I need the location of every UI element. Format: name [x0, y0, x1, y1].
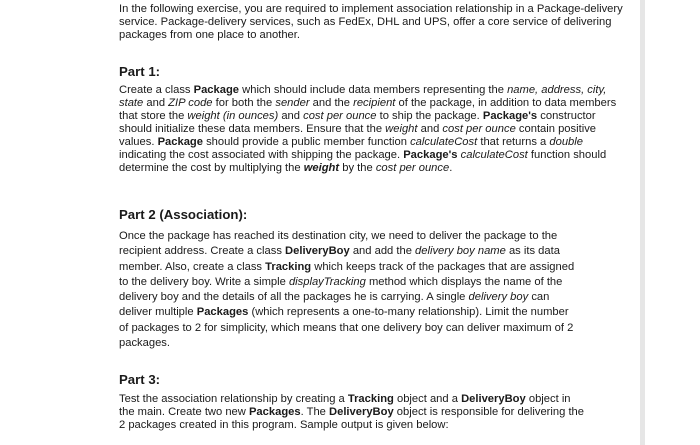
text-run: Package	[193, 84, 240, 96]
text-run: recipient	[353, 97, 396, 109]
text-run: object in the main. Create two new	[119, 393, 571, 418]
text-run: object is responsible for delivering the 2 packages created in this program. Sample output is given below:	[119, 406, 584, 431]
text-run: constructor should initialize these data members. Ensure that the	[119, 110, 596, 135]
text-run: delivery boy name	[415, 245, 506, 258]
text-run: should provide a public member function	[202, 136, 411, 148]
text-run: DeliveryBoy	[285, 245, 350, 258]
text-run: displayTracking	[288, 275, 366, 288]
text-run: which should include data members representing the	[239, 84, 508, 96]
right-margin	[645, 0, 700, 445]
part2-heading: Part 2 (Association):	[119, 207, 248, 222]
text-run: Tracking	[347, 393, 394, 405]
part3-heading: Part 3:	[119, 372, 161, 387]
text-run: Package's	[403, 149, 458, 161]
text-run: that returns a	[477, 136, 550, 148]
part3-paragraph	[119, 393, 589, 432]
part1-paragraph	[119, 84, 619, 175]
text-run: . The	[300, 406, 330, 418]
text-run: cost per ounce	[375, 162, 450, 174]
text-run: cost per ounce	[442, 123, 516, 135]
text-run: by the	[339, 162, 376, 174]
text-run: of the package, in addition to data members that store the	[119, 97, 617, 122]
text-run: and	[417, 123, 443, 135]
intro-paragraph: In the following exercise, you are required to implement association relationship in a Package-delivery service. Package-delivery services, such as FedEx, DHL and UPS, offer a core service of delivering packages from one place to another.	[119, 3, 623, 41]
text-run: calculateCost	[460, 149, 528, 161]
text-run: weight	[303, 162, 340, 174]
text-run: object and a	[393, 393, 462, 405]
text-run: Package	[157, 136, 203, 148]
text-run: ZIP code	[168, 97, 213, 109]
text-run: and add the	[349, 245, 416, 258]
text-run: DeliveryBoy	[329, 406, 394, 418]
text-run: weight	[385, 123, 418, 135]
text-run: Tracking	[265, 260, 312, 273]
text-run: sender	[275, 97, 310, 109]
text-run: and	[143, 97, 169, 109]
text-run: and the	[309, 97, 354, 109]
text-run: weight (in ounces)	[187, 110, 279, 122]
text-run: Package's	[482, 110, 538, 122]
text-run: .	[449, 162, 453, 174]
part1-heading: Part 1:	[119, 64, 161, 79]
part2-paragraph	[119, 229, 579, 351]
text-run: calculateCost	[410, 136, 478, 148]
text-run: Create a class	[119, 84, 194, 96]
text-run: which keeps track of the packages that are assigned to the delivery boy. Write a simple	[119, 260, 575, 288]
text-run: Once the package has reached its destination city, we need to deliver the package to the recipient address. Create a class	[119, 230, 558, 258]
text-run: function should determine the cost by multiplying the	[119, 149, 607, 174]
text-run: indicating the cost associated with shipping the package.	[119, 149, 404, 161]
text-run: as its data member. Also, create a class	[119, 245, 560, 273]
text-run: method which displays the name of the delivery boy and the details of all the packages he is carrying. A single	[119, 275, 563, 304]
text-run: to ship the package.	[376, 110, 483, 122]
text-run: DeliveryBoy	[461, 393, 526, 405]
text-run: can deliver multiple	[119, 291, 550, 319]
text-run: cost per ounce	[303, 110, 377, 122]
text-run: Test the association relationship by creating a	[119, 393, 348, 405]
text-run: (which represents a one-to-many relationship). Limit the number of packages to 2 for simplicity, which means that one delivery boy can deliver maximum of 2 packages.	[119, 306, 574, 350]
text-run: contain positive values.	[119, 123, 597, 148]
text-run: Packages	[248, 406, 301, 418]
text-run: delivery boy	[468, 291, 529, 304]
text-run: Packages	[196, 306, 249, 319]
text-run: name, address, city, state	[119, 84, 607, 109]
text-run: double	[549, 136, 583, 148]
text-run: for both the	[212, 97, 276, 109]
text-run: and	[278, 110, 304, 122]
